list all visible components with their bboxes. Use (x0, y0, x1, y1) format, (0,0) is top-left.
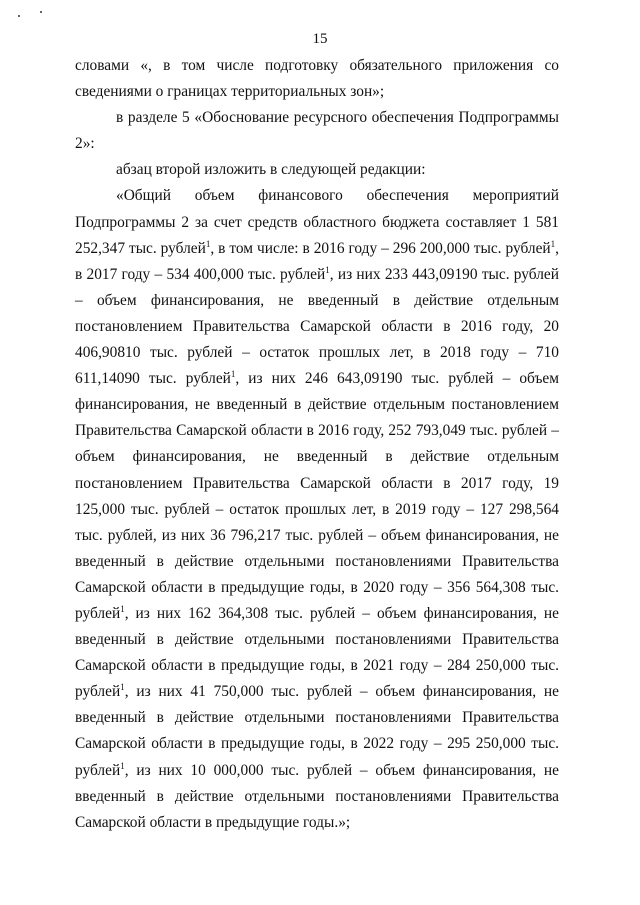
footnote-mark: 1 (120, 682, 125, 693)
footnote-mark: 1 (120, 603, 125, 614)
footnote-mark: 1 (550, 238, 556, 249)
scan-speck (18, 15, 20, 17)
text-segment: , из них 41 750,000 тыс. рублей – объем финансирования, не введенный в действие отдельными постановлениями Правительства Самарской области в предыдущие годы, в 2022 году – 295 250,000 тыс. рублей (75, 683, 559, 779)
text-segment: , из них 10 000,000 тыс. рублей – объем финансирования, не введенный в действие отдельными постановлениями Правительства Самарской области в предыдущие годы.»; (75, 761, 559, 831)
page-number: 15 (312, 31, 328, 47)
text-segment: «Общий объем финансового обеспечения мероприятий Подпрограммы 2 за счет средств областного бюджета составляет 1 581 252,347 тыс. рублей (75, 187, 559, 257)
paragraph-3: абзац второй изложить в следующей редакции: (116, 161, 426, 179)
paragraph-2: в разделе 5 «Обоснование ресурсного обеспечения Подпрограммы 2»: (75, 109, 559, 153)
footnote-mark: 1 (230, 369, 236, 380)
paragraph-4 (75, 183, 559, 835)
paragraph-1: словами «, в том числе подготовку обязательного приложения со сведениями о границах территориальных зон»; (75, 57, 559, 101)
footnote-mark: 1 (205, 238, 211, 249)
text-segment: , в том числе: в 2016 году – 296 200,000 тыс. рублей (210, 239, 551, 257)
text-segment: , из них 162 364,308 тыс. рублей – объем финансирования, не введенный в действие отдельными постановлениями Правительства Самарской области в предыдущие годы, в 2021 году – 284 250,000 тыс. рублей (75, 604, 559, 701)
text-segment: , в 2017 году – 534 400,000 тыс. рублей (75, 239, 559, 283)
scan-speck (40, 11, 42, 13)
text-segment: , из них 233 443,09190 тыс. рублей – объем финансирования, не введенный в действие отдельным постановлением Правительства Самарской области в 2016 году, 20 406,90810 тыс. рублей – остаток прошлых лет, в 2018 году – 710 611,14090 тыс. рублей (75, 265, 559, 388)
footnote-mark: 1 (325, 264, 330, 275)
text-segment: , из них 246 643,09190 тыс. рублей – объем финансирования, не введенный в действие отдельным постановлением Правительства Самарской области в 2016 году, 252 793,049 тыс. рублей – объем финансирования, не введенный в действие отдельным постановлением Правительства Самарской области в 2017 году, 19 125,000 тыс. рублей – остаток прошлых лет, в 2019 году – 127 298,564 тыс. рублей, из них 36 796,217 тыс. рублей – объем финансирования, не введенный в действие отдельными постановлениями Правительства Самарской области в предыдущие годы, в 2020 году – 356 564,308 тыс. рублей (75, 370, 559, 622)
document-body (75, 53, 559, 836)
footnote-mark: 1 (120, 760, 125, 771)
